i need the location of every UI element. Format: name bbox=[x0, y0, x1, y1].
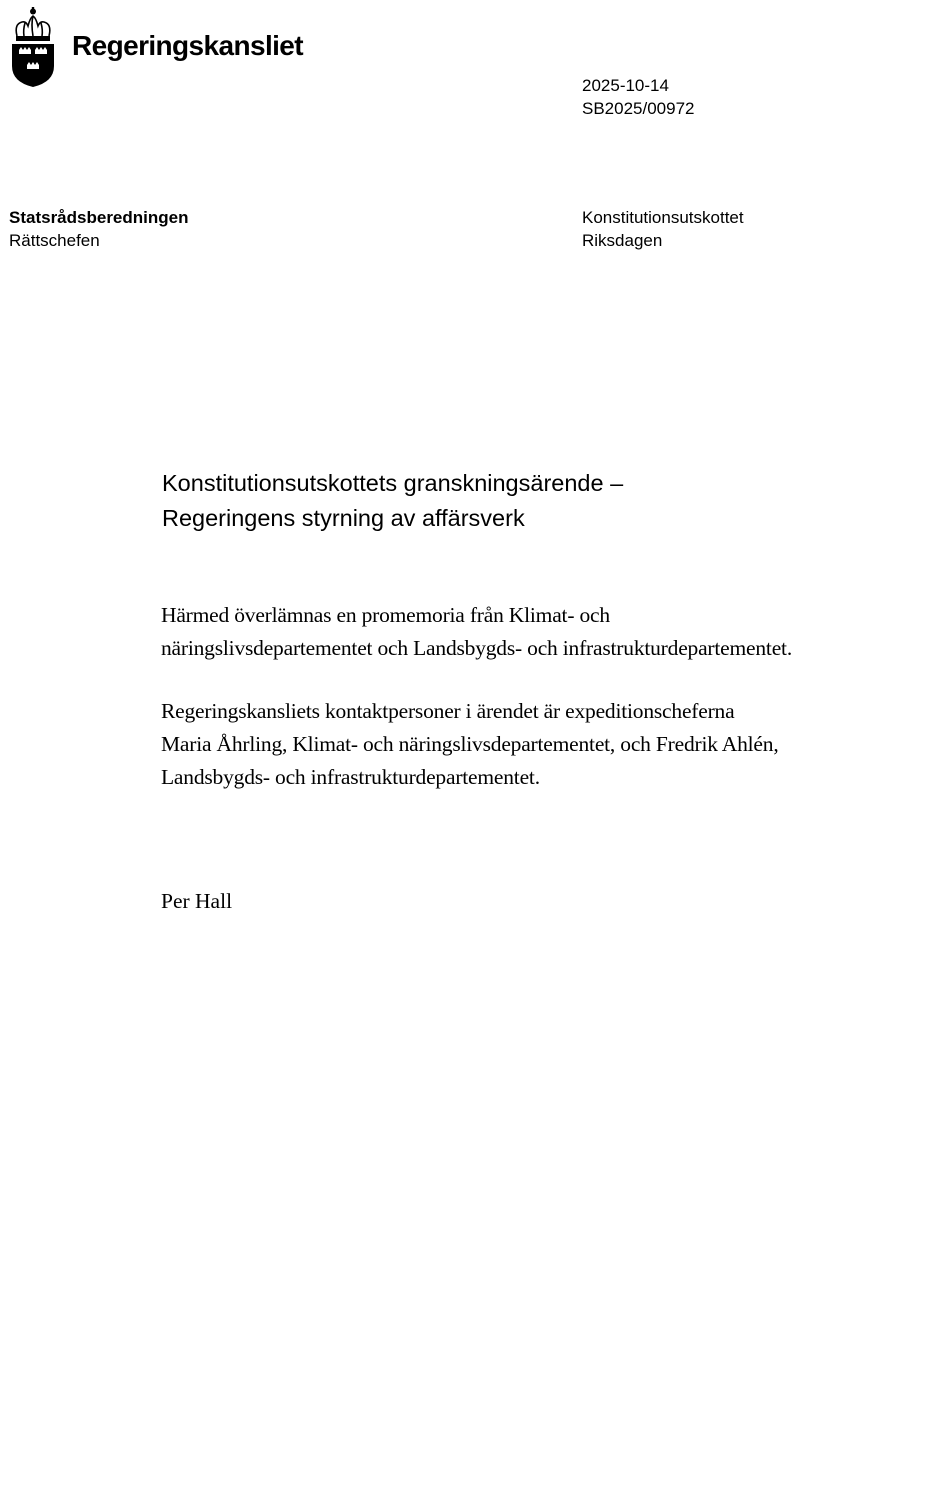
title-line: Konstitutionsutskottets granskningsärende – bbox=[162, 470, 624, 496]
paragraph-line: Härmed överlämnas en promemoria från Klimat- och bbox=[161, 603, 610, 627]
signature-name: Per Hall bbox=[161, 889, 233, 913]
paragraph-line: Landsbygds- och infrastrukturdepartementet. bbox=[161, 765, 540, 789]
paragraph-line: Regeringskansliets kontaktpersoner i ärendet är expeditionscheferna bbox=[161, 699, 735, 723]
recipient-institution: Riksdagen bbox=[582, 231, 663, 250]
document-date: 2025-10-14 bbox=[582, 76, 669, 95]
swedish-coat-of-arms-icon bbox=[8, 6, 58, 88]
paragraph-line: Maria Åhrling, Klimat- och näringslivsdepartementet, och Fredrik Ahlén, bbox=[161, 732, 779, 756]
body-paragraph-1 bbox=[161, 599, 931, 665]
sender-block bbox=[9, 206, 189, 252]
body-paragraph-2 bbox=[161, 695, 931, 794]
document-reference-number: SB2025/00972 bbox=[582, 99, 695, 118]
recipient-committee: Konstitutionsutskottet bbox=[582, 208, 744, 227]
document-title bbox=[162, 466, 922, 536]
paragraph-line: näringslivsdepartementet och Landsbygds- och infrastrukturdepartementet. bbox=[161, 636, 792, 660]
logo-wordmark: Regeringskansliet bbox=[72, 30, 303, 61]
sender-department: Statsrådsberedningen bbox=[9, 208, 189, 227]
title-line: Regeringens styrning av affärsverk bbox=[162, 505, 525, 531]
recipient-block bbox=[582, 206, 744, 252]
sender-unit: Rättschefen bbox=[9, 231, 100, 250]
